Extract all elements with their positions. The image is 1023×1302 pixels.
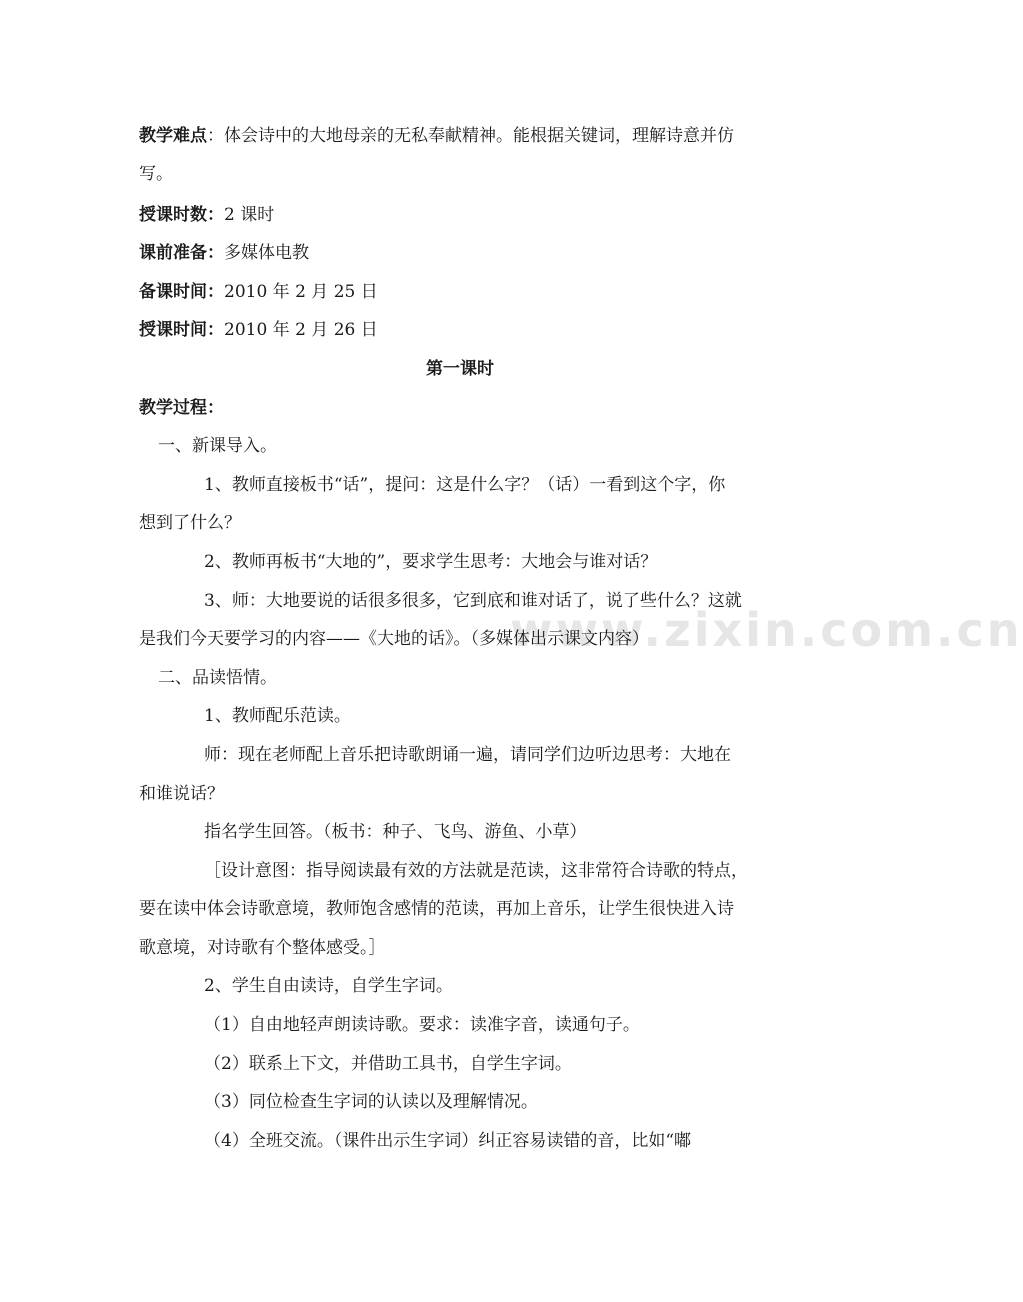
list-item: （3）同位检查生字词的认读以及理解情况。 — [204, 1092, 538, 1112]
paragraph-text: 指名学生回答。（板书：种子、飞鸟、游鱼、小草） — [204, 822, 587, 842]
section-heading-2: 二、品读悟情。 — [158, 668, 277, 688]
paragraph-text: 和谁说话？ — [139, 784, 224, 804]
prep-value: 多媒体电教 — [224, 243, 309, 263]
teach-time-value: 2010 年 2 月 26 日 — [224, 320, 378, 340]
prep-label: 课前准备： — [139, 243, 224, 263]
teach-time-label: 授课时间： — [139, 320, 224, 340]
paragraph-text: 是我们今天要学习的内容——《大地的话》。（多媒体出示课文内容） — [139, 629, 649, 649]
prep-time-line — [139, 280, 789, 304]
lesson-title: 第一课时 — [426, 359, 494, 379]
paragraph-text: 师：现在老师配上音乐把诗歌朗诵一遍，请同学们边听边思考：大地在 — [204, 745, 731, 765]
prep-time-value: 2010 年 2 月 25 日 — [224, 282, 378, 302]
paragraph-text: 1、教师配乐范读。 — [204, 706, 351, 726]
difficulty-label: 教学难点 — [139, 126, 207, 146]
section-heading-1: 一、新课导入。 — [158, 436, 277, 456]
teach-time-line — [139, 318, 789, 342]
hours-line — [139, 203, 789, 227]
prep-line — [139, 241, 789, 265]
paragraph-text: 想到了什么？ — [139, 513, 241, 533]
design-intent-text: ［设计意图：指导阅读最有效的方法就是范读，这非常符合诗歌的特点， — [204, 861, 748, 881]
process-label: 教学过程： — [139, 398, 224, 418]
difficulty-text: ：体会诗中的大地母亲的无私奉献精神。能根据关键词，理解诗意并仿 — [207, 126, 734, 146]
watermark: www.zixin.com.cn — [510, 603, 1023, 657]
difficulty-text-cont: 写。 — [139, 164, 173, 184]
hours-value: 2 课时 — [224, 205, 275, 225]
list-item: （1）自由地轻声朗读诗歌。要求：读准字音，读通句子。 — [204, 1015, 640, 1035]
list-item: （4）全班交流。（课件出示生字词）纠正容易读错的音，比如“嘟 — [204, 1131, 692, 1151]
list-item: （2）联系上下文，并借助工具书，自学生字词。 — [204, 1054, 572, 1074]
design-intent-text: 歌意境，对诗歌有个整体感受。］ — [139, 938, 386, 958]
paragraph-text: 3、师：大地要说的话很多很多，它到底和谁对话了，说了些什么？这就 — [204, 591, 742, 611]
hours-label: 授课时数： — [139, 205, 224, 225]
paragraph-text: 2、教师再板书“大地的”，要求学生思考：大地会与谁对话？ — [204, 552, 658, 572]
design-intent-text: 要在读中体会诗歌意境，教师饱含感情的范读，再加上音乐，让学生很快进入诗 — [139, 899, 734, 919]
paragraph-text: 1、教师直接板书“话”，提问：这是什么字？（话）一看到这个字，你 — [204, 475, 726, 495]
paragraph-text: 2、学生自由读诗，自学生字词。 — [204, 976, 453, 996]
difficulty-line — [139, 124, 789, 148]
prep-time-label: 备课时间： — [139, 282, 224, 302]
